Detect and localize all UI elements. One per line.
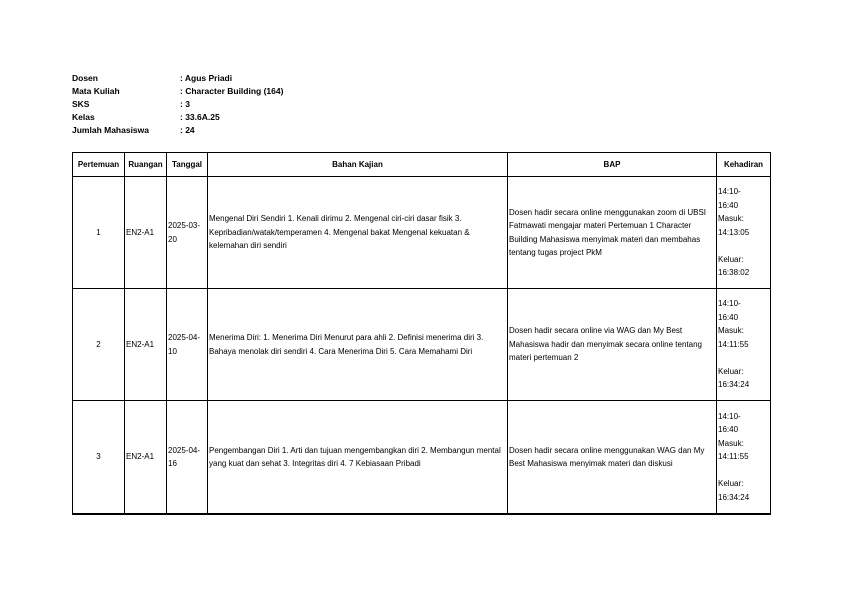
matkul-value: : Character Building (164) [180, 86, 284, 97]
col-header-tanggal: Tanggal [167, 153, 208, 177]
col-header-bap: BAP [508, 153, 717, 177]
cell-bahan-kajian: Menerima Diri: 1. Menerima Diri Menurut para ahli 2. Definisi menerima diri 3. Bahaya menolak diri sendiri 4. Cara Menerima Diri 5. Cara Memahami Diri [208, 289, 508, 401]
dosen-label: Dosen [72, 73, 98, 83]
cell-ruangan: EN2-A1 [125, 289, 167, 401]
cell-kehadiran: 14:10- 16:40 Masuk: 14:13:05 Keluar: 16:38:02 [717, 177, 771, 289]
cell-tanggal: 2025-03-20 [167, 177, 208, 289]
table-row [73, 401, 771, 515]
jumlah-label: Jumlah Mahasiswa [72, 125, 150, 136]
cell-ruangan: EN2-A1 [125, 401, 167, 515]
cell-tanggal: 2025-04-10 [167, 289, 208, 401]
cell-ruangan: EN2-A1 [125, 177, 167, 289]
cell-pertemuan: 3 [73, 401, 125, 515]
cell-pertemuan: 2 [73, 289, 125, 401]
cell-bahan-kajian: Mengenal Diri Sendiri 1. Kenali dirimu 2. Mengenal ciri-ciri dasar fisik 3. Kepribadian/watak/temperamen 4. Mengenal bakat Mengenal kekuatan & kelemahan diri sendiri [208, 177, 508, 289]
cell-bahan-kajian: Pengembangan Diri 1. Arti dan tujuan mengembangkan diri 2. Membangun mental yang kuat dan sehat 3. Integritas diri 4. 7 Kebiasaan Pribadi [208, 401, 508, 515]
kelas-value: : 33.6A.25 [180, 112, 220, 123]
table-row [73, 177, 771, 289]
table-row [73, 289, 771, 401]
jumlah-value: : 24 [180, 125, 195, 136]
table-header-row [73, 153, 771, 177]
matkul-label: Mata Kuliah [72, 86, 120, 97]
cell-kehadiran: 14:10- 16:40 Masuk: 14:11:55 Keluar: 16:34:24 [717, 401, 771, 515]
cell-pertemuan: 1 [73, 177, 125, 289]
sks-value: : 3 [180, 99, 190, 110]
cell-kehadiran: 14:10- 16:40 Masuk: 14:11:55 Keluar: 16:34:24 [717, 289, 771, 401]
dosen-row [72, 72, 283, 85]
sks-row [72, 98, 283, 111]
col-header-pertemuan: Pertemuan [73, 153, 125, 177]
kelas-label: Kelas [72, 112, 95, 123]
col-header-bahan-kajian: Bahan Kajian [208, 153, 508, 177]
jumlah-row [72, 124, 283, 137]
cell-bap: Dosen hadir secara online menggunakan WAG dan My Best Mahasiswa menyimak materi dan diskusi [508, 401, 717, 515]
cell-tanggal: 2025-04-16 [167, 401, 208, 515]
dosen-value: : Agus Priadi [180, 73, 233, 83]
col-header-ruangan: Ruangan [125, 153, 167, 177]
matkul-row [72, 85, 283, 98]
course-info [72, 72, 283, 137]
kelas-row [72, 111, 283, 124]
cell-bap: Dosen hadir secara online via WAG dan My Best Mahasiswa hadir dan menyimak secara online tentang materi pertemuan 2 [508, 289, 717, 401]
col-header-kehadiran: Kehadiran [717, 153, 771, 177]
cell-bap: Dosen hadir secara online menggunakan zoom di UBSI Fatmawati mengajar materi Pertemuan 1 Character Building Mahasiswa menyimak materi dan membahas tentang tugas project PkM [508, 177, 717, 289]
attendance-table [72, 152, 771, 515]
sks-label: SKS [72, 99, 90, 110]
